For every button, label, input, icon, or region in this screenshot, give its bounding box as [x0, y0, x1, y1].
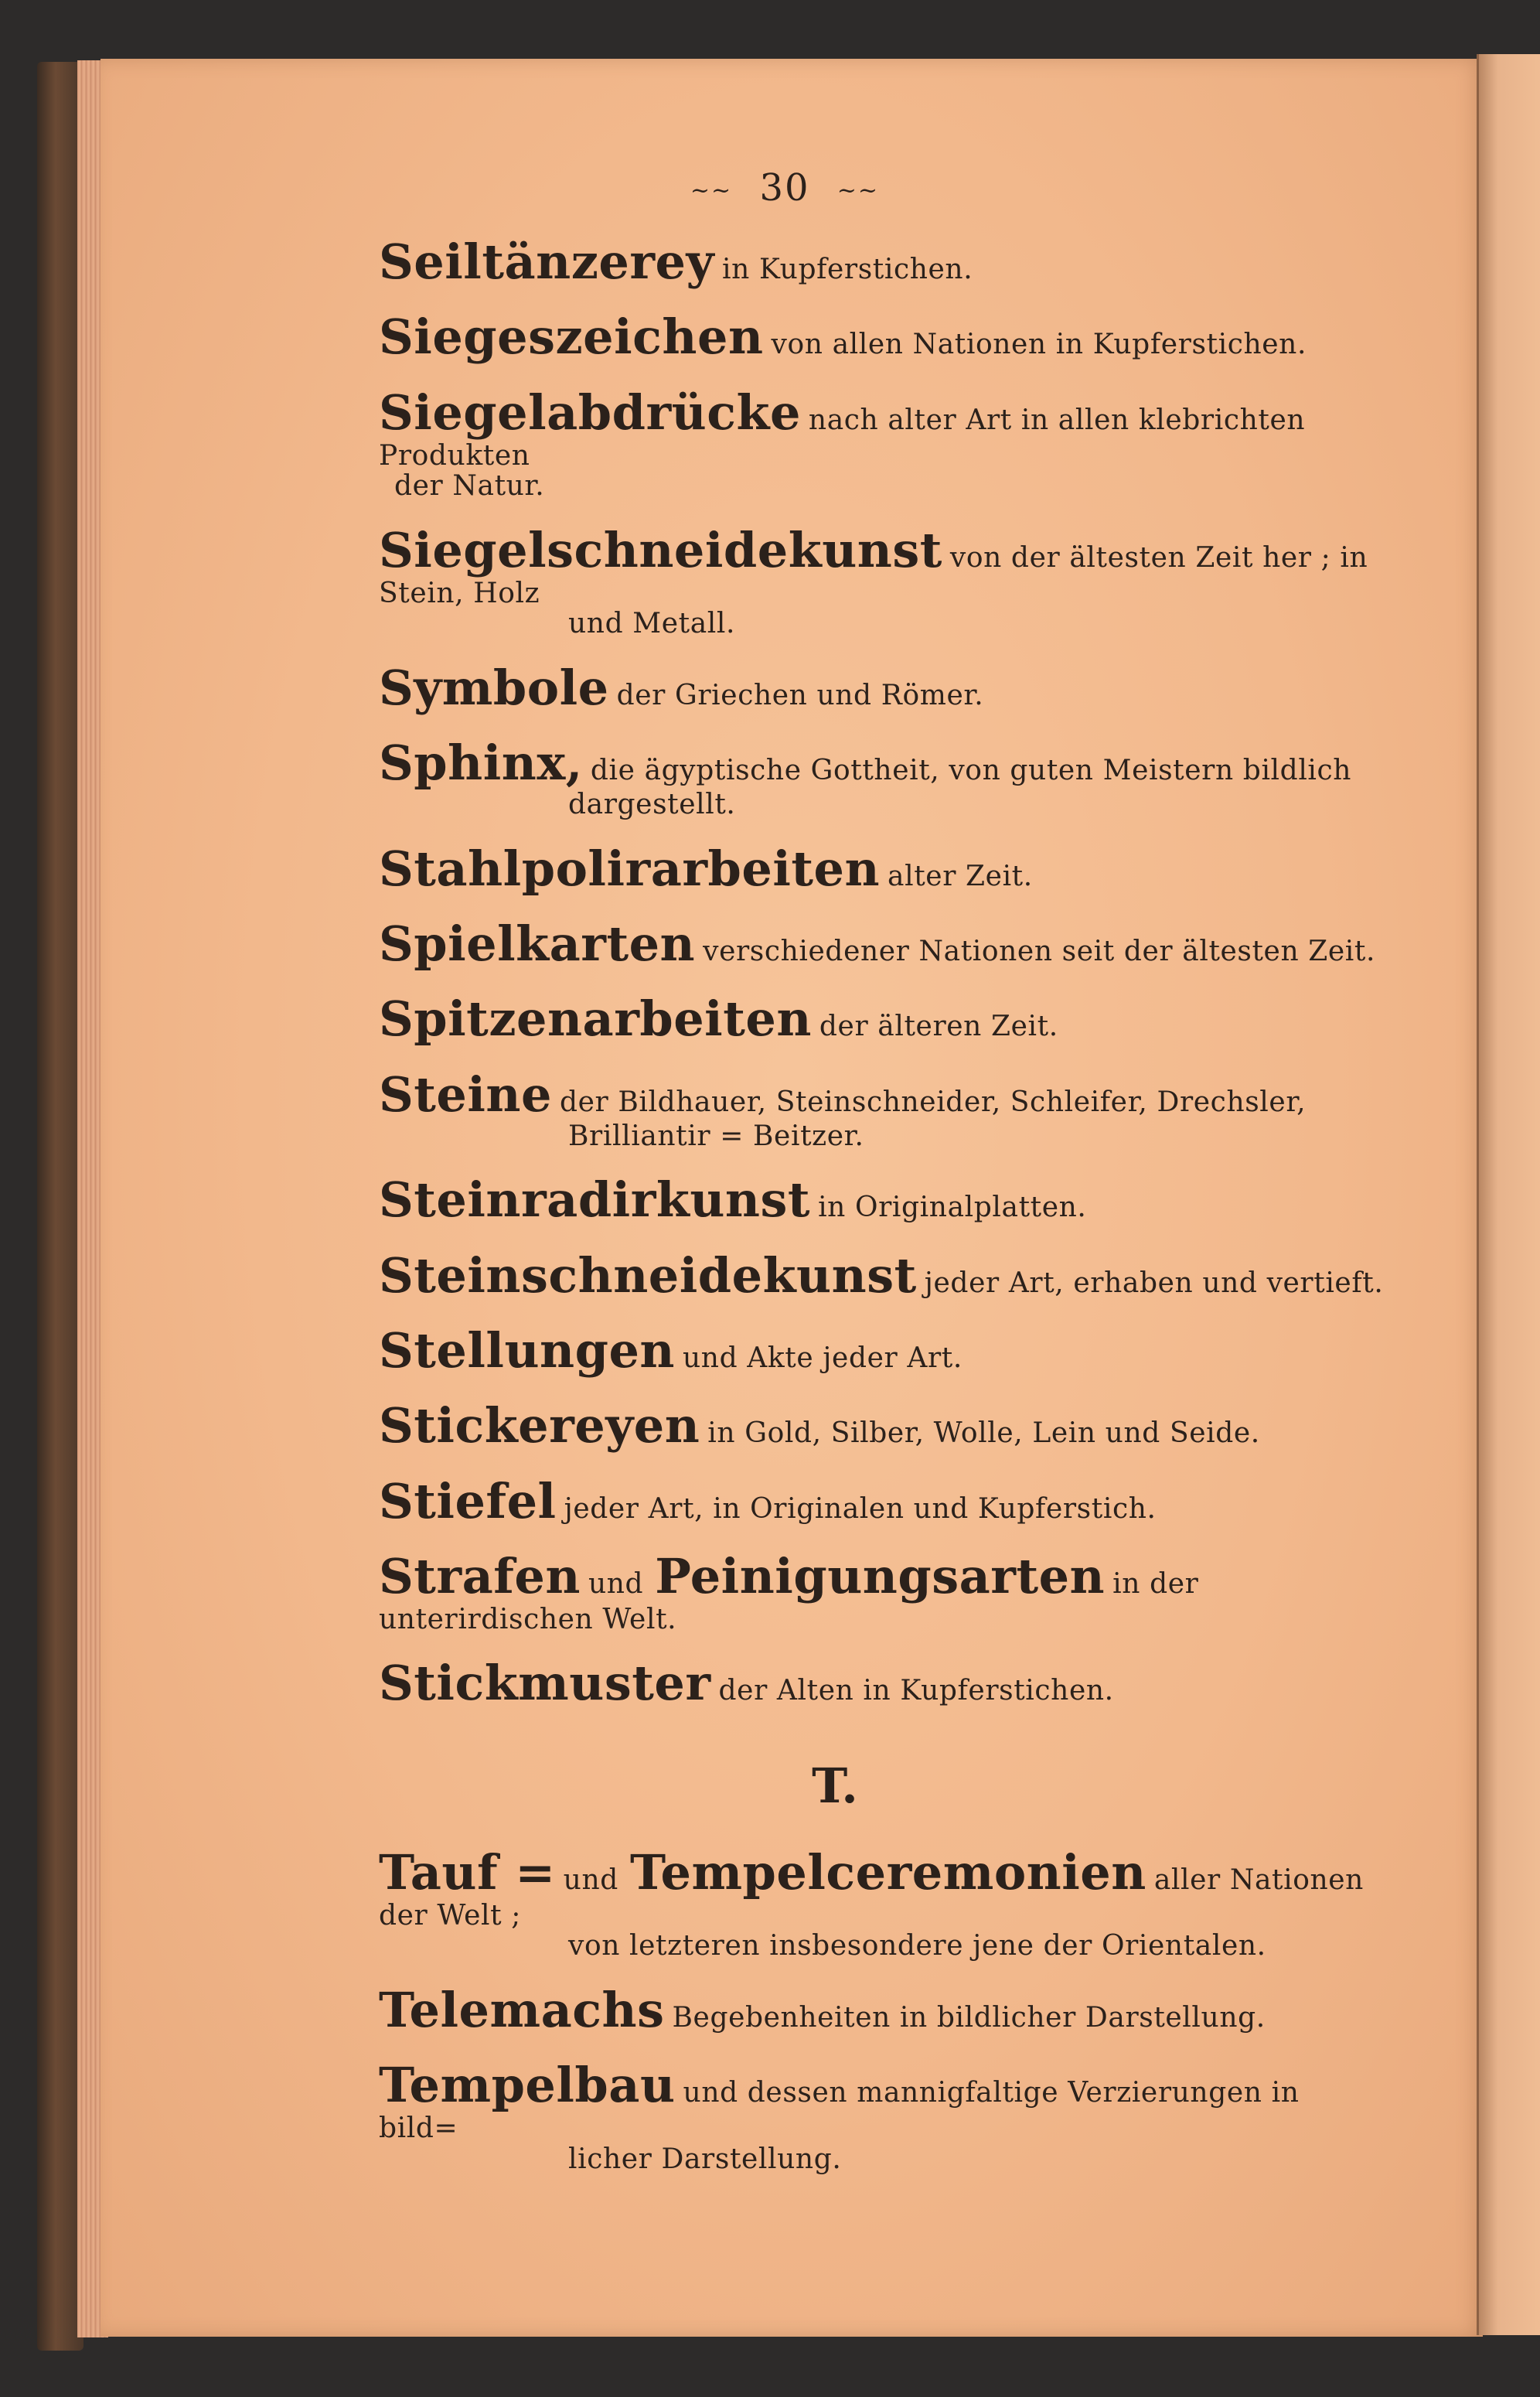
- entry-description: in Gold, Silber, Wolle, Lein und Seide.: [707, 1417, 1260, 1450]
- entry-headword: Seiltänzerey: [379, 234, 715, 290]
- list-item: [379, 234, 1384, 289]
- list-item: [379, 1067, 1384, 1153]
- book-spine: [37, 62, 83, 2351]
- entry-headword: Stiefel: [379, 1472, 557, 1529]
- entry-headword: Stickmuster: [379, 1655, 711, 1712]
- entry-headword-secondary: Tempelceremonien: [629, 1843, 1146, 1901]
- entry-connector: und: [563, 1863, 618, 1896]
- entry-continuation: der Natur.: [394, 470, 545, 503]
- ornament-right: ~~: [836, 177, 880, 204]
- page-number-value: 30: [759, 166, 810, 210]
- entry-headword: Symbole: [379, 659, 609, 716]
- list-item: [379, 1474, 1384, 1529]
- entry-description: der älteren Zeit.: [819, 1011, 1058, 1043]
- entry-description: in Kupferstichen.: [722, 254, 973, 285]
- entry-continuation: von letzteren insbesondere jene der Orientalen.: [568, 1930, 1266, 1962]
- entry-description: der Griechen und Römer.: [616, 679, 984, 711]
- entry-description: Begebenheiten in bildlicher Darstellung.: [672, 2001, 1266, 2034]
- entry-headword: Steinschneidekunst: [379, 1246, 917, 1304]
- entry-headword: Strafen: [379, 1547, 581, 1604]
- entry-headword: Siegelabdrücke: [379, 384, 801, 441]
- entry-description: der Alten in Kupferstichen.: [718, 1675, 1114, 1707]
- list-item: [379, 1845, 1384, 1962]
- page-content: [379, 166, 1384, 2175]
- entry-headword: Sphinx,: [379, 735, 583, 792]
- entry-continuation: und Metall.: [568, 608, 736, 640]
- entry-description: und Akte jeder Art.: [683, 1342, 962, 1374]
- entry-continuation: licher Darstellung.: [568, 2143, 842, 2175]
- entry-headword: Stahlpolirarbeiten: [379, 840, 881, 897]
- list-item: [379, 385, 1384, 503]
- list-item: [379, 2058, 1384, 2175]
- list-item: [379, 1549, 1384, 1636]
- list-item: [379, 660, 1384, 715]
- list-item: [379, 309, 1384, 364]
- list-item: [379, 523, 1384, 640]
- entries-t: [379, 1845, 1384, 2175]
- entry-continuation: dargestellt.: [568, 789, 736, 821]
- entry-headword: Stellungen: [379, 1321, 675, 1379]
- list-item: [379, 841, 1384, 896]
- entry-headword: Stickereyen: [379, 1397, 700, 1454]
- page-number: [186, 166, 1384, 210]
- entry-headword: Siegelschneidekunst: [379, 521, 942, 578]
- entry-headword: Steine: [379, 1066, 552, 1123]
- entry-description: verschiedener Nationen seit der ältesten Zeit.: [703, 936, 1376, 968]
- entry-description: aller Nationen der Welt ;: [379, 1863, 1364, 1932]
- entry-description: jeder Art, erhaben und vertieft.: [924, 1267, 1384, 1299]
- entry-description: die ägyptische Gottheit, von guten Meistern bildlich: [590, 755, 1352, 787]
- list-item: [379, 1655, 1384, 1710]
- entry-headword: Tauf =: [379, 1843, 556, 1901]
- entry-description: in der unterirdischen Welt.: [379, 1567, 1199, 1636]
- list-item: [379, 1323, 1384, 1378]
- list-item: [379, 1398, 1384, 1453]
- list-item: [379, 991, 1384, 1046]
- entry-description: alter Zeit.: [888, 860, 1033, 892]
- list-item: [379, 1172, 1384, 1227]
- entry-headword: Steinradirkunst: [379, 1171, 811, 1229]
- entry-description: und dessen mannigfaltige Verzierungen in bild=: [379, 2077, 1300, 2145]
- entry-continuation: Brilliantir = Beitzer.: [568, 1120, 864, 1152]
- list-item: [379, 1983, 1384, 2037]
- entry-description: jeder Art, in Originalen und Kupferstich.: [564, 1492, 1157, 1525]
- entries-s: [379, 234, 1384, 1711]
- entry-headword: Spielkarten: [379, 915, 696, 973]
- ornament-left: ~~: [690, 177, 733, 204]
- section-letter: T.: [812, 1757, 858, 1814]
- entry-headword: Spitzenarbeiten: [379, 991, 812, 1048]
- entry-description: in Originalplatten.: [818, 1192, 1087, 1224]
- entry-description: nach alter Art in allen klebrichten Produkten: [379, 404, 1306, 472]
- list-item: [379, 1248, 1384, 1303]
- entry-description: von allen Nationen in Kupferstichen.: [771, 329, 1307, 361]
- entry-headword: Telemachs: [379, 1981, 665, 2038]
- entry-headword: Tempelbau: [379, 2057, 676, 2114]
- entry-headword: Siegeszeichen: [379, 309, 764, 366]
- entry-description: der Bildhauer, Steinschneider, Schleifer, Drechsler,: [559, 1086, 1307, 1118]
- entry-description: von der ältesten Zeit her ; in Stein, Holz: [379, 541, 1368, 609]
- list-item: [379, 735, 1384, 821]
- facing-page-edge: [1477, 54, 1540, 2335]
- entry-connector: und: [588, 1567, 644, 1600]
- list-item: [379, 916, 1384, 971]
- entry-headword-secondary: Peinigungsarten: [655, 1547, 1106, 1604]
